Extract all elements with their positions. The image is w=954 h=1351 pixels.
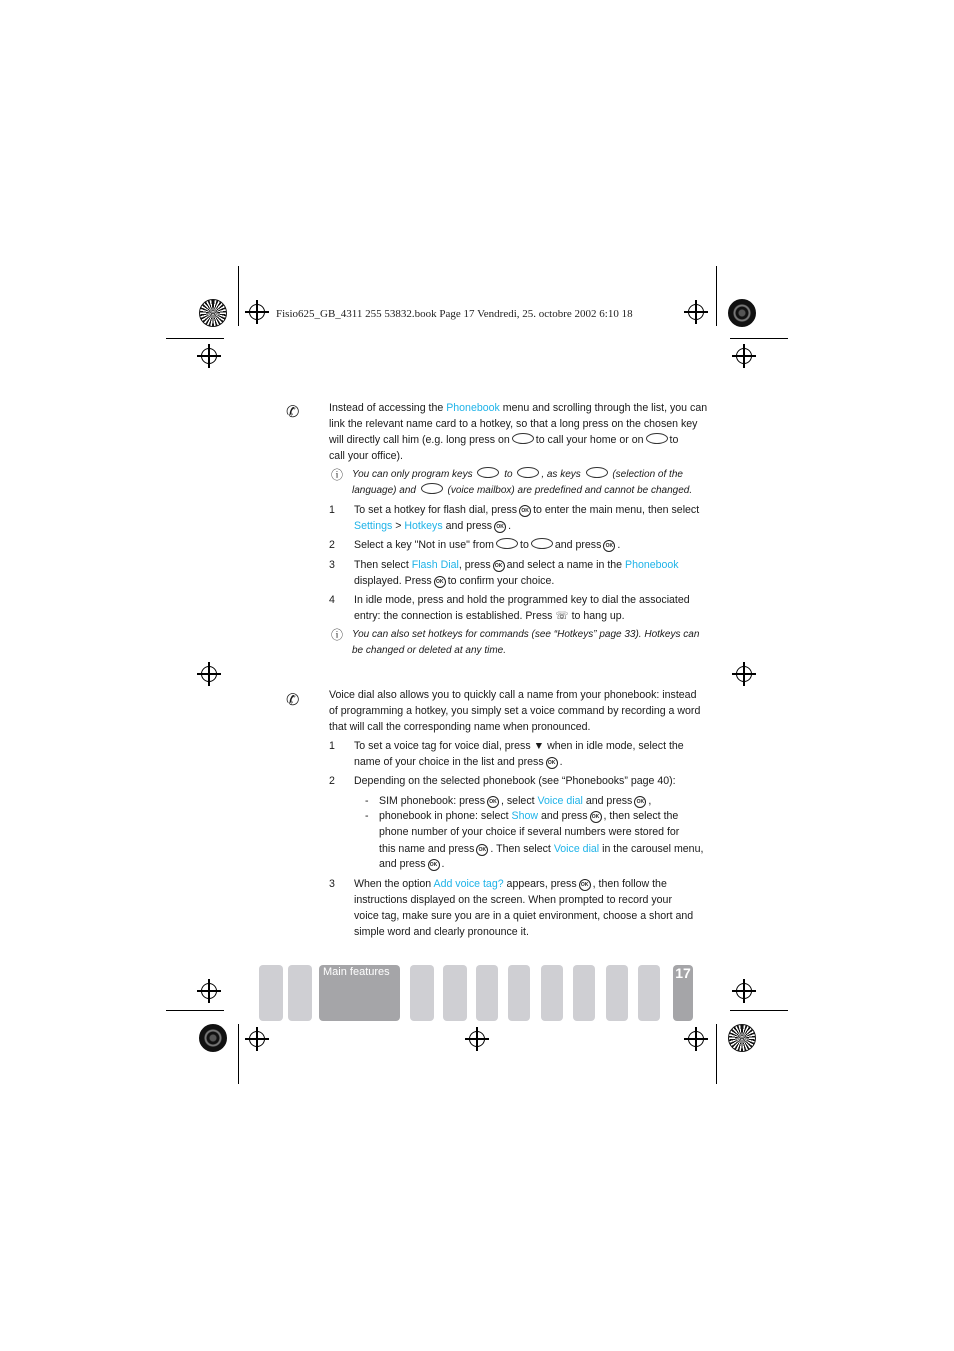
chapter-tab (638, 965, 660, 1021)
step-text: In idle mode, press and hold the programmed key to dial the associated (354, 594, 690, 606)
crop-line (166, 338, 224, 339)
registration-mark-icon (688, 1031, 704, 1047)
step-text: When the option Add voice tag? appears, press OK , then follow the (354, 878, 667, 890)
registration-mark-icon (688, 304, 704, 320)
key-9-icon (531, 538, 553, 549)
ok-key-icon: OK (434, 576, 446, 588)
crop-line (716, 266, 717, 326)
registration-mark-icon (249, 304, 265, 320)
voice-dial-icon: ✆ (286, 692, 300, 709)
bullet-text: phone number of your choice if several numbers were stored for (379, 826, 680, 838)
page-number: 17 (673, 965, 693, 1021)
voice-intro: that will call the corresponding name when pronounced. (329, 721, 591, 733)
step-text: instructions displayed on the screen. When prompted to record your (354, 894, 672, 906)
bullet-marker: - (365, 795, 369, 807)
registration-mark-icon (736, 666, 752, 682)
chapter-tab (541, 965, 563, 1021)
bullet-text: phonebook in phone: select Show and press OK , then select the (379, 810, 679, 822)
crop-line (730, 338, 788, 339)
chapter-tab (259, 965, 283, 1021)
key-hash-icon (586, 467, 608, 478)
step-number: 3 (329, 878, 335, 890)
registration-mark-icon (201, 983, 217, 999)
hotkey-phone-icon: ✆ (286, 404, 300, 421)
note-text: You can only program keys to , as keys (selection of the (352, 469, 683, 480)
ok-key-icon: OK (579, 879, 591, 891)
step-text: Select a key "Not in use" from to and press OK . (354, 539, 621, 551)
hangup-key-icon: ☏ (555, 610, 569, 622)
step-text: entry: the connection is established. Press ☏ to hang up. (354, 610, 625, 622)
chapter-tab (508, 965, 530, 1021)
voice-intro: of programming a hotkey, you simply set a voice command by recording a word (329, 705, 701, 717)
chapter-tab (443, 965, 467, 1021)
color-rosette-icon (728, 1024, 756, 1052)
chapter-tab (606, 965, 628, 1021)
step-text: simple word and clearly pronounce it. (354, 926, 529, 938)
bullet-text: SIM phonebook: press OK , select Voice dial and press OK , (379, 795, 652, 807)
chapter-tab (410, 965, 434, 1021)
step-text: name of your choice in the list and press OK . (354, 756, 563, 768)
registration-mark-icon (736, 348, 752, 364)
note-text: You can also set hotkeys for commands (see “Hotkeys” page 33). Hotkeys can (352, 629, 700, 640)
step-number: 1 (329, 504, 335, 516)
crop-line (730, 1010, 788, 1011)
color-rosette-icon (199, 1024, 227, 1052)
crop-line (238, 1024, 239, 1084)
step-text: Depending on the selected phonebook (see “Phonebooks” page 40): (354, 775, 676, 787)
step-number: 3 (329, 559, 335, 571)
ok-key-icon: OK (428, 859, 440, 871)
bullet-text: this name and press OK . Then select Voice dial in the carousel menu, (379, 843, 704, 855)
crop-line (238, 266, 239, 326)
ok-key-icon: OK (519, 505, 531, 517)
note-text: language) and (voice mailbox) are predefined and cannot be changed. (352, 485, 693, 496)
crop-line (166, 1010, 224, 1011)
ok-key-icon: OK (546, 757, 558, 769)
registration-mark-icon (469, 1031, 485, 1047)
print-header: Fisio625_GB_4311 255 53832.book Page 17 Vendredi, 25. octobre 2002 6:10 18 (276, 308, 633, 320)
step-text: Then select Flash Dial, press OK and select a name in the Phonebook (354, 559, 679, 571)
chapter-tab (476, 965, 498, 1021)
ok-key-icon: OK (603, 540, 615, 552)
note-text: be changed or deleted at any time. (352, 645, 506, 656)
step-text: Settings > Hotkeys and press OK . (354, 520, 512, 532)
info-icon: ⓘ (331, 628, 344, 642)
hotkey-intro: will directly call him (e.g. long press on to call your home or on to (329, 434, 679, 446)
key-2-icon (477, 467, 499, 478)
bullet-marker: - (365, 810, 369, 822)
step-text: displayed. Press OK to confirm your choice. (354, 575, 555, 587)
step-number: 2 (329, 539, 335, 551)
step-text: voice tag, make sure you are in a quiet environment, choose a short and (354, 910, 694, 922)
chapter-tab (573, 965, 595, 1021)
key-2-icon (496, 538, 518, 549)
key-1-icon (421, 483, 443, 494)
down-arrow-icon: ▼ (533, 740, 545, 752)
ok-key-icon: OK (487, 796, 499, 808)
ok-key-icon: OK (476, 844, 488, 856)
ok-key-icon: OK (590, 811, 602, 823)
hotkey-intro: link the relevant name card to a hotkey, so that a long press on the chosen key (329, 418, 698, 430)
info-icon: ⓘ (331, 468, 344, 482)
key-2-icon (512, 433, 534, 444)
ok-key-icon: OK (494, 521, 506, 533)
key-9-icon (517, 467, 539, 478)
hotkey-intro: call your office). (329, 450, 403, 462)
step-number: 2 (329, 775, 335, 787)
bullet-text: and press OK . (379, 858, 445, 870)
step-number: 1 (329, 740, 335, 752)
registration-mark-icon (201, 666, 217, 682)
voice-intro: Voice dial also allows you to quickly call a name from your phonebook: instead (329, 689, 697, 701)
step-text: To set a hotkey for flash dial, press OK to enter the main menu, then select (354, 504, 700, 516)
registration-mark-icon (736, 983, 752, 999)
registration-mark-icon (201, 348, 217, 364)
step-number: 4 (329, 594, 335, 606)
key-3-icon (646, 433, 668, 444)
crop-line (716, 1024, 717, 1084)
chapter-tab (288, 965, 312, 1021)
registration-mark-icon (249, 1031, 265, 1047)
color-rosette-icon (728, 299, 756, 327)
hotkey-intro: Instead of accessing the Phonebook menu and scrolling through the list, you can (329, 402, 708, 414)
ok-key-icon: OK (493, 560, 505, 572)
color-rosette-icon (199, 299, 227, 327)
chapter-tab-active: Main features (319, 965, 400, 1021)
step-text: To set a voice tag for voice dial, press ▼ when in idle mode, select the (354, 740, 684, 752)
ok-key-icon: OK (634, 796, 646, 808)
